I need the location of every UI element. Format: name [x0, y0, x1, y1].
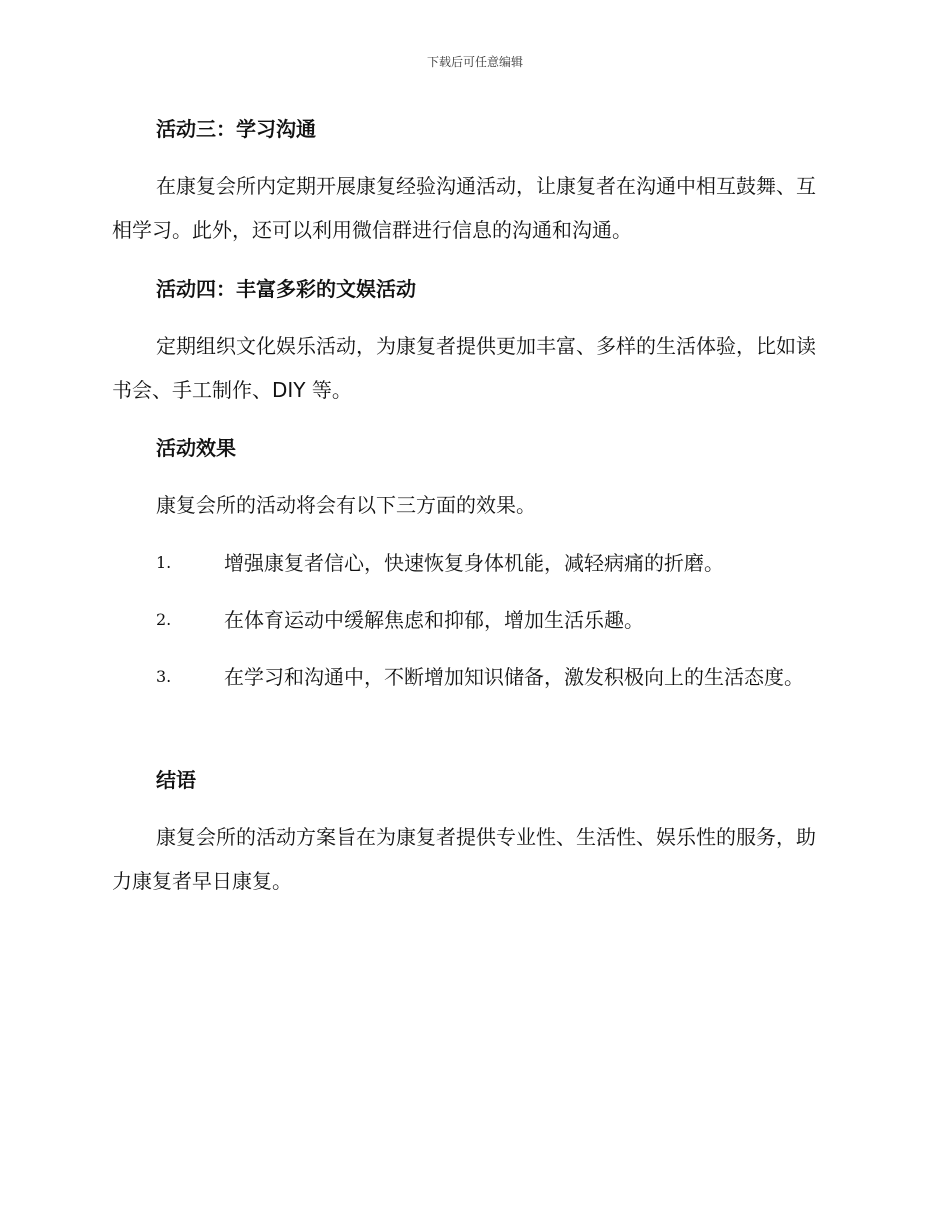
list-number: 3. — [156, 667, 172, 686]
list-text: 在体育运动中缓解焦虑和抑郁，增加生活乐趣。 — [224, 608, 644, 632]
activity3-paragraph: 在康复会所内定期开展康复经验沟通活动，让康复者在沟通中相互鼓舞、互相学习。此外，还可以利用微信群进行信息的沟通和沟通。 — [112, 174, 816, 242]
effects-list-item-2 — [112, 598, 832, 642]
effects-list-item-3 — [112, 655, 832, 699]
conclusion-paragraph: 康复会所的活动方案旨在为康复者提供专业性、生活性、娱乐性的服务，助力康复者早日康复。 — [112, 825, 816, 893]
conclusion-heading: 结语 — [156, 768, 196, 792]
effects-heading: 活动效果 — [156, 436, 236, 460]
list-text: 在学习和沟通中，不断增加知识储备，激发积极向上的生活态度。 — [224, 665, 804, 689]
list-number: 2. — [156, 610, 172, 629]
list-text: 增强康复者信心，快速恢复身体机能，减轻病痛的折磨。 — [224, 551, 724, 575]
page-header-note: 下载后可任意编辑 — [426, 55, 523, 69]
activity3-heading: 活动三：学习沟通 — [156, 117, 316, 141]
effects-intro: 康复会所的活动将会有以下三方面的效果。 — [156, 493, 536, 517]
activity4-paragraph: 定期组织文化娱乐活动，为康复者提供更加丰富、多样的生活体验，比如读书会、手工制作、DIY 等。 — [112, 334, 816, 402]
list-number: 1. — [156, 553, 172, 572]
effects-list-item-1 — [112, 541, 832, 585]
activity4-heading: 活动四：丰富多彩的文娱活动 — [156, 277, 416, 301]
